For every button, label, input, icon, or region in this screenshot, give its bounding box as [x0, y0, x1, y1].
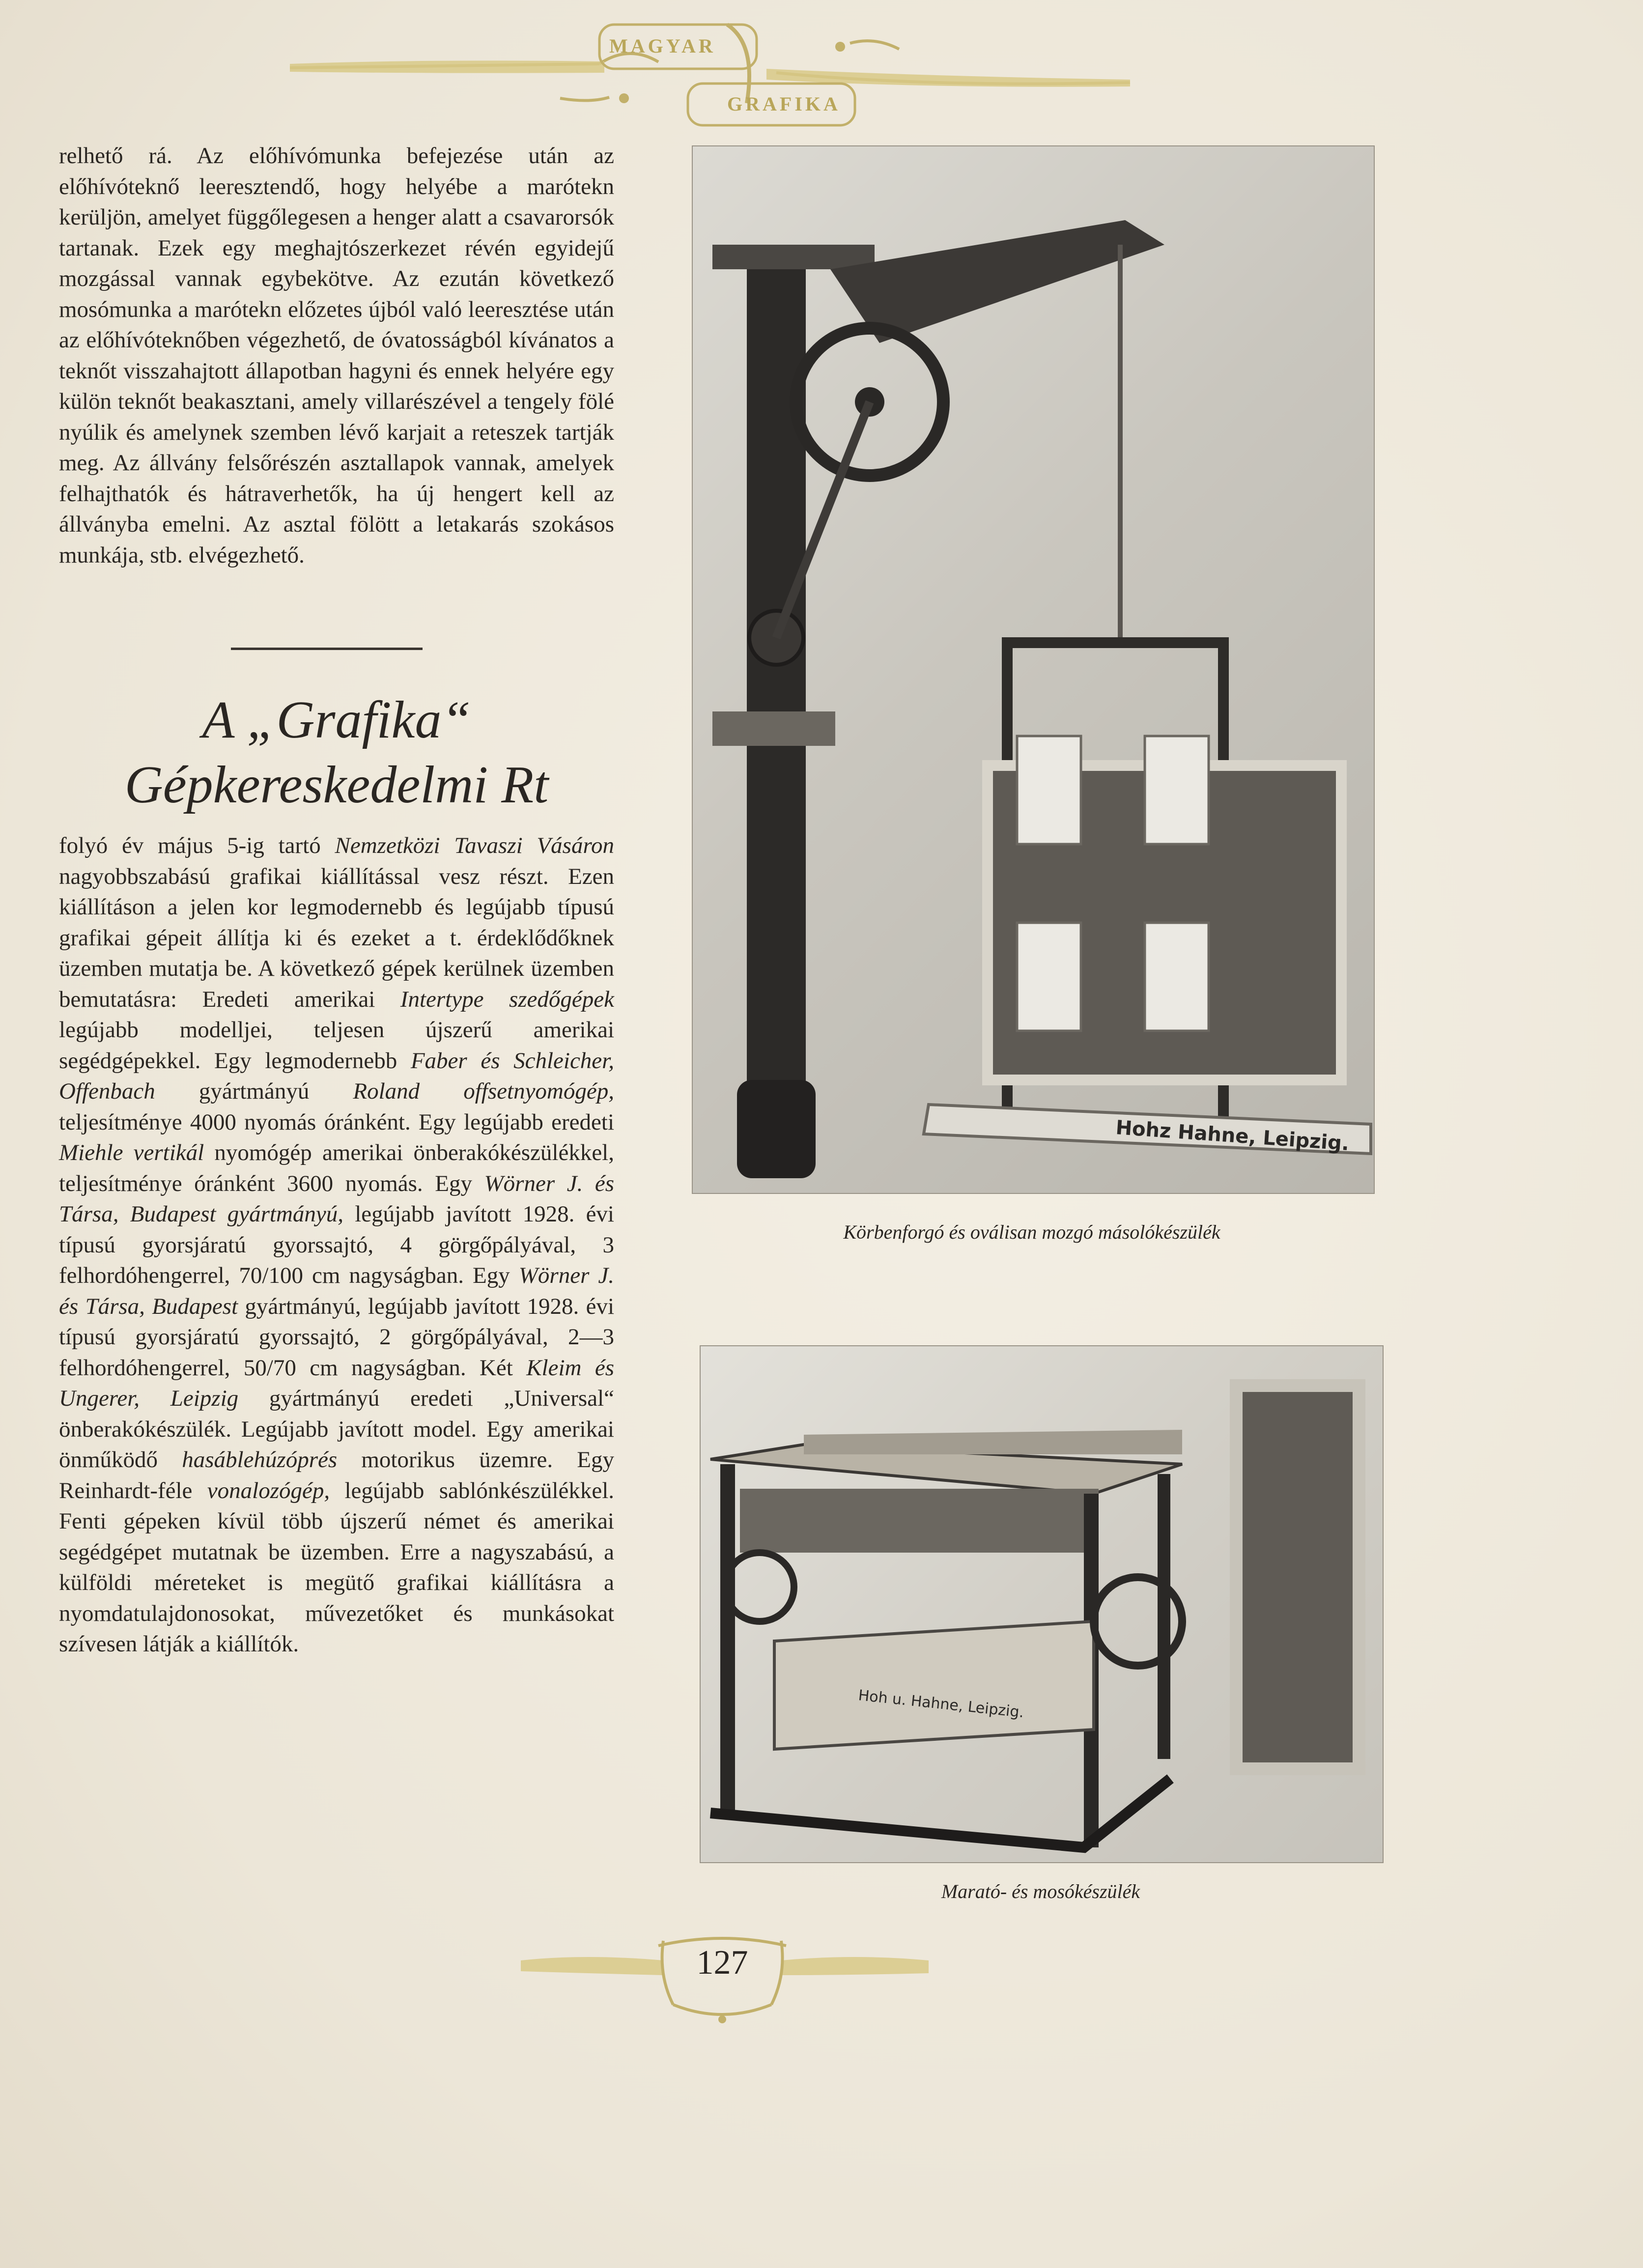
header-ornament: [285, 15, 1140, 128]
header-ornament-graphic: [285, 15, 1140, 128]
page-number: 127: [696, 1944, 748, 1982]
etching-apparatus-illustration: [701, 1346, 1383, 1862]
text-run: nagyobbszabású grafikai kiállítással vesz részt. Ezen kiállításon a jelen kor legmodernebb és legújabb típusú grafikai gépeit állítja ki és ezeket a t. érdeklődőknek üzemben mutatja be. A következő gépek kerülnek üzemben bemutatásra: Eredeti amerikai: [59, 863, 614, 1012]
etching-plate-text: Hoh u. Hahne, Leipzig.: [857, 1687, 1025, 1722]
text-run: folyó év május 5-ig tartó: [59, 833, 335, 858]
section-divider: [231, 648, 423, 650]
text-run: gyártmányú eredeti „Universal“ önberakókészülék. Legújabb javított model. Egy amerikai önműködő: [59, 1386, 614, 1473]
top-paragraph-block: [59, 141, 614, 570]
text-run: teljesítménye 4000 nyomás óránként. Egy legújabb eredeti: [59, 1109, 614, 1135]
text-run: legújabb javított 1928. évi típusú gyorsjáratú gyorssajtó, 4 görgőpályával, 3 felhordóhengerrel, 70/100 cm nagyságban. Egy: [59, 1201, 614, 1288]
text-run: motorikus üzemre. Egy Reinhardt-féle: [59, 1447, 614, 1503]
text-run-italic: hasáblehúzóprés: [182, 1447, 338, 1473]
heading-line-1: A „Grafika“: [202, 691, 471, 749]
text-run-italic: Wörner J. és Társa, Budapest gyártmányú,: [59, 1170, 615, 1227]
caption-copying-apparatus: Körbenforgó és oválisan mozgó másolókészülék: [843, 1221, 1220, 1243]
text-run-italic: Miehle vertikál: [59, 1140, 204, 1165]
article-heading: [79, 688, 595, 818]
text-run: legújabb sablónkészülékkel. Fenti gépeken kívül több újszerű német és amerikai segédgépet mutatnak be üzemben. Erre a nagyszabású, a külföldi méreteket is megütő grafikai kiállításra a nyomdatulajdonosokat, művezetőket és munkásokat szívesen látják a kiállítók.: [59, 1477, 615, 1657]
caption-etching-apparatus: Marató- és mosókészülék: [941, 1880, 1140, 1902]
text-run: gyártmányú, legújabb javított 1928. évi típusú gyorsjáratú gyorssajtó, 2 görgőpályával, 2—3 felhordóhengerrel, 50/70 cm nagyságban. Két: [59, 1293, 615, 1381]
heading-line-2: Gépkereskedelmi Rt: [124, 756, 549, 814]
text-run: legújabb modelljei, teljesen újszerű amerikai segédgépekkel. Egy legmodernebb: [59, 1017, 614, 1074]
text-run-italic: Faber és Schleicher, Offenbach: [59, 1048, 614, 1104]
copying-apparatus-illustration: [693, 146, 1374, 1193]
header-word-bottom: GRAFIKA: [727, 93, 841, 115]
text-run-italic: Intertype szedőgépek: [400, 986, 614, 1012]
header-word-top: MAGYAR: [609, 35, 716, 57]
top-paragraph: relhető rá. Az előhívómunka befejezése után az előhívóteknő leeresztendő, hogy helyébe a marótekn kerüljön, amelyet függőlegesen a henger alatt a csavarorsók tartanak. Ezek egy meghajtószerkezet révén egyidejű mozgással vannak egybekötve. Az ezután következő mosómunka a marótekn előzetes újból való leeresztése után az előhívóteknőben végezhető, de óvatosságból kívánatos a teknőt visszahajtott állapotban hagyni és ennek helyére egy külön teknőt beakasztani, amely villarészével a tengely fölé nyúlik és amelynek szemben lévő karjait a reteszek tartják meg. Az állvány felsőrészén asztallapok vannak, amelyek felhajthatók és hátraverhetők, ha új hengert kell az állványba emelni. Az asztal fölött a letakarás szokásos munkája, stb. elvégezhető.: [59, 143, 614, 568]
apparatus-plate-text: Hohz Hahne, Leipzig.: [1115, 1116, 1350, 1156]
text-run-italic: vonalozógép,: [207, 1477, 330, 1503]
photo-copying-apparatus: [692, 145, 1375, 1194]
text-run: nyomógép amerikai önberakókészülékkel, teljesítménye óránként 3600 nyomás. Egy: [59, 1140, 614, 1196]
text-run-italic: Wörner J. és Társa, Budapest: [59, 1263, 614, 1319]
text-run-italic: Kleim és Ungerer, Leipzig: [59, 1355, 614, 1411]
article-paragraph: [59, 830, 614, 1660]
photo-etching-apparatus: [700, 1345, 1384, 1863]
text-run: gyártmányú: [155, 1078, 353, 1104]
article-body: [59, 830, 614, 1660]
text-run-italic: Roland offsetnyomógép,: [353, 1078, 614, 1104]
text-run-italic: Nemzetközi Tavaszi Vásáron: [335, 833, 614, 858]
